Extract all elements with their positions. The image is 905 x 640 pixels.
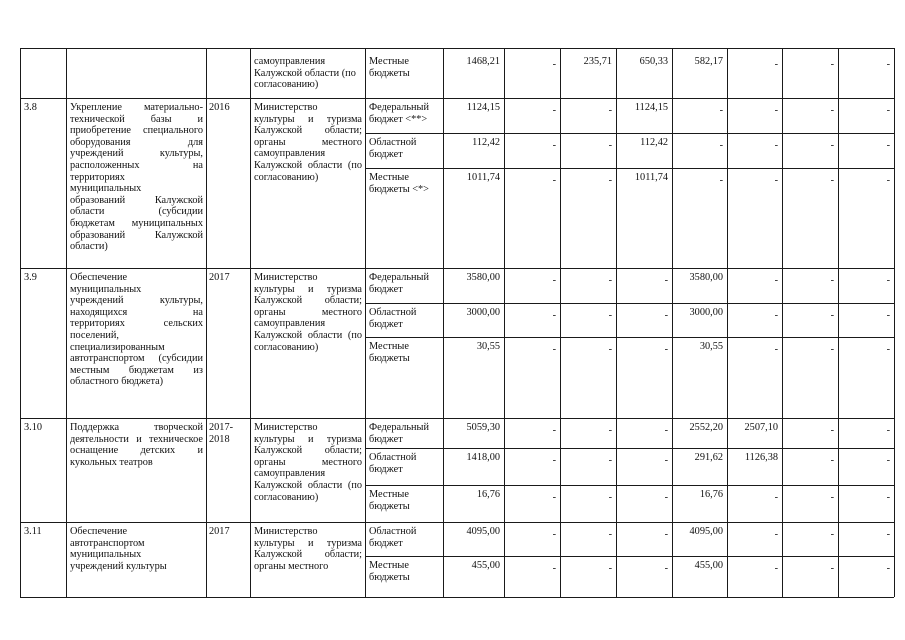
- measure-title: [70, 272, 203, 417]
- cell-text-line: культуры и туризма: [254, 283, 362, 295]
- empty-value-dash: -: [608, 310, 612, 321]
- table-rule-horizontal: [20, 48, 894, 49]
- budget-value: 112,42: [472, 137, 500, 148]
- empty-value-dash: -: [830, 492, 834, 503]
- budget-value: 4095,00: [466, 526, 500, 537]
- cell-text-line: Областной: [369, 307, 417, 318]
- budget-source: [369, 452, 441, 485]
- budget-value: 1011,74: [466, 172, 500, 183]
- cell-text-line: Калужской области;: [254, 125, 362, 137]
- cell-text-line: органы местного: [254, 560, 329, 572]
- table-rule-vertical: [894, 48, 895, 597]
- cell-text-line: образований Калужской: [70, 194, 203, 206]
- cell-text-line: самоуправления: [254, 56, 326, 67]
- budget-value: 30,55: [476, 341, 500, 352]
- empty-value-dash: -: [830, 425, 834, 436]
- empty-value-dash: -: [774, 492, 778, 503]
- cell-text-line: учреждений культуры: [70, 560, 167, 572]
- table-rule-horizontal: [365, 268, 894, 269]
- empty-value-dash: -: [886, 275, 890, 286]
- empty-value-dash: -: [774, 59, 778, 70]
- measure-years: [209, 422, 249, 448]
- budget-source: [369, 272, 441, 303]
- empty-value-dash: -: [774, 529, 778, 540]
- cell-text-line: Калужской области;: [254, 445, 362, 457]
- budget-value: 1468,21: [466, 56, 500, 67]
- cell-text-line: области (субсидии: [70, 206, 203, 218]
- cell-text-line: бюджетам муниципальных: [70, 217, 203, 229]
- table-rule-horizontal: [365, 98, 894, 99]
- cell-text-line: оснащение детских и: [70, 445, 203, 457]
- cell-text-line: Федеральный: [369, 422, 429, 433]
- cell-text-line: поселений,: [70, 329, 119, 341]
- table-rule-horizontal: [365, 597, 894, 598]
- table-rule-vertical: [66, 48, 67, 597]
- budget-value: 582,17: [694, 56, 723, 67]
- empty-value-dash: -: [552, 425, 556, 436]
- budget-value: 291,62: [694, 452, 723, 463]
- empty-value-dash: -: [886, 105, 890, 116]
- budget-value: 112,42: [640, 137, 668, 148]
- empty-value-dash: -: [664, 455, 668, 466]
- row-number: 3.11: [24, 526, 42, 537]
- budget-value: 3580,00: [466, 272, 500, 283]
- cell-text-line: Министерство: [254, 526, 318, 537]
- cell-text-line: бюджет: [369, 148, 403, 160]
- budget-value: 1124,15: [466, 102, 500, 113]
- cell-text-line: автотранспортом (субсидии: [70, 353, 203, 365]
- budget-value: 16,76: [699, 489, 723, 500]
- cell-text-line: бюджет: [369, 318, 403, 330]
- empty-value-dash: -: [552, 59, 556, 70]
- empty-value-dash: -: [608, 140, 612, 151]
- cell-text-line: муниципальных: [70, 549, 142, 561]
- budget-value: 30,55: [699, 341, 723, 352]
- empty-value-dash: -: [608, 529, 612, 540]
- cell-text-line: Поддержка творческой: [70, 422, 203, 433]
- cell-text-line: 2017-: [209, 422, 234, 433]
- empty-value-dash: -: [886, 59, 890, 70]
- budget-value: 1126,38: [744, 452, 778, 463]
- cell-text-line: культуры и туризма: [254, 433, 362, 445]
- measure-years: [209, 272, 249, 298]
- empty-value-dash: -: [830, 529, 834, 540]
- cell-text-line: Местные: [369, 560, 409, 571]
- table-rule-horizontal: [365, 556, 894, 557]
- budget-value: 5059,30: [466, 422, 500, 433]
- cell-text-line: территориях: [70, 171, 125, 183]
- cell-text-line: бюджет: [369, 283, 403, 295]
- cell-text-line: согласованию): [254, 171, 319, 183]
- cell-text-line: Калужской области (по: [254, 67, 356, 79]
- table-rule-vertical: [250, 48, 251, 597]
- cell-text-line: Обеспечение: [70, 272, 128, 283]
- executor-text: [254, 272, 362, 417]
- cell-text-line: Местные: [369, 489, 409, 500]
- measure-years: [209, 102, 249, 128]
- measure-years: [209, 526, 249, 552]
- cell-text-line: бюджеты: [369, 67, 410, 79]
- budget-value: 3000,00: [466, 307, 500, 318]
- executor-text: [254, 102, 362, 267]
- cell-text-line: Калужской области;: [254, 295, 362, 307]
- cell-text-line: согласованию): [254, 79, 319, 91]
- cell-text-line: бюджеты: [369, 500, 410, 512]
- budget-value: 650,33: [639, 56, 668, 67]
- row-number: 3.10: [24, 422, 43, 433]
- empty-value-dash: -: [830, 59, 834, 70]
- cell-text-line: Калужской области (по: [254, 479, 362, 491]
- empty-value-dash: -: [552, 175, 556, 186]
- empty-value-dash: -: [830, 563, 834, 574]
- empty-value-dash: -: [664, 529, 668, 540]
- table-rule-vertical: [672, 48, 673, 597]
- budget-value: 16,76: [476, 489, 500, 500]
- cell-text-line: органы местного: [254, 136, 362, 148]
- budget-value: 3000,00: [689, 307, 723, 318]
- cell-text-line: Министерство: [254, 102, 318, 113]
- cell-text-line: Федеральный: [369, 272, 429, 283]
- empty-value-dash: -: [830, 105, 834, 116]
- budget-source: [369, 526, 441, 556]
- measure-title: [70, 526, 203, 596]
- empty-value-dash: -: [608, 563, 612, 574]
- cell-text-line: культуры и туризма: [254, 113, 362, 125]
- budget-source: [369, 137, 441, 168]
- cell-text-line: учреждений культуры,: [70, 148, 203, 160]
- table-rule-vertical: [365, 48, 366, 597]
- cell-text-line: самоуправления: [254, 468, 326, 480]
- cell-text-line: муниципальных: [70, 183, 142, 195]
- empty-value-dash: -: [886, 344, 890, 355]
- cell-text-line: оборудования для: [70, 136, 203, 148]
- empty-value-dash: -: [664, 492, 668, 503]
- cell-text-line: Министерство: [254, 422, 318, 433]
- row-number: 3.8: [24, 102, 37, 113]
- cell-text-line: бюджеты: [369, 571, 410, 583]
- table-rule-horizontal: [365, 448, 894, 449]
- empty-value-dash: -: [552, 344, 556, 355]
- table-rule-horizontal: [365, 418, 894, 419]
- cell-text-line: органы местного: [254, 456, 362, 468]
- cell-text-line: области): [70, 241, 108, 253]
- cell-text-line: самоуправления: [254, 148, 326, 160]
- empty-value-dash: -: [886, 563, 890, 574]
- empty-value-dash: -: [664, 310, 668, 321]
- empty-value-dash: -: [664, 563, 668, 574]
- cell-text-line: бюджеты <*>: [369, 183, 429, 195]
- empty-value-dash: -: [774, 310, 778, 321]
- empty-value-dash: -: [774, 275, 778, 286]
- budget-source: [369, 422, 441, 448]
- row-number: 3.9: [24, 272, 37, 283]
- empty-value-dash: -: [830, 140, 834, 151]
- empty-value-dash: -: [552, 275, 556, 286]
- cell-text-line: бюджет: [369, 537, 403, 549]
- empty-value-dash: -: [552, 563, 556, 574]
- empty-value-dash: -: [830, 310, 834, 321]
- cell-text-line: 2016: [209, 102, 230, 113]
- cell-text-line: культуры и туризма: [254, 537, 362, 549]
- executor-text: [254, 56, 362, 101]
- budget-value: 235,71: [583, 56, 612, 67]
- executor-text: [254, 526, 362, 596]
- cell-text-line: деятельности и техническое: [70, 433, 203, 445]
- cell-text-line: Областной: [369, 452, 417, 463]
- cell-text-line: приобретение специального: [70, 125, 203, 137]
- empty-value-dash: -: [552, 492, 556, 503]
- cell-text-line: Областной: [369, 526, 417, 537]
- table-rule-horizontal: [365, 303, 894, 304]
- budget-value: 2507,10: [744, 422, 778, 433]
- empty-value-dash: -: [552, 529, 556, 540]
- budget-value: 4095,00: [689, 526, 723, 537]
- measure-title: [70, 422, 203, 521]
- cell-text-line: Калужской области (по: [254, 329, 362, 341]
- empty-value-dash: -: [664, 275, 668, 286]
- empty-value-dash: -: [774, 344, 778, 355]
- budget-value: 1418,00: [466, 452, 500, 463]
- empty-value-dash: -: [608, 175, 612, 186]
- empty-value-dash: -: [774, 175, 778, 186]
- cell-text-line: Областной: [369, 137, 417, 148]
- cell-text-line: бюджет: [369, 463, 403, 475]
- budget-value: 455,00: [471, 560, 500, 571]
- cell-text-line: бюджеты: [369, 352, 410, 364]
- table-rule-vertical: [443, 48, 444, 597]
- table-rule-vertical: [206, 48, 207, 597]
- empty-value-dash: -: [886, 455, 890, 466]
- budget-source: [369, 172, 441, 268]
- cell-text-line: органы местного: [254, 306, 362, 318]
- cell-text-line: технической базы и: [70, 113, 203, 125]
- cell-text-line: 2017: [209, 272, 230, 283]
- cell-text-line: находящихся на: [70, 306, 203, 318]
- cell-text-line: Министерство: [254, 272, 318, 283]
- budget-source: [369, 341, 441, 418]
- cell-text-line: бюджет <**>: [369, 113, 428, 125]
- budget-source: [369, 489, 441, 522]
- cell-text-line: Местные: [369, 341, 409, 352]
- cell-text-line: Калужской области;: [254, 549, 362, 561]
- empty-value-dash: -: [608, 275, 612, 286]
- empty-value-dash: -: [886, 175, 890, 186]
- empty-value-dash: -: [886, 492, 890, 503]
- cell-text-line: согласованию): [254, 491, 319, 503]
- executor-text: [254, 422, 362, 521]
- cell-text-line: Калужской области (по: [254, 159, 362, 171]
- budget-value: 3580,00: [689, 272, 723, 283]
- cell-text-line: кукольных театров: [70, 456, 153, 468]
- budget-value: 1124,15: [634, 102, 668, 113]
- cell-text-line: 2017: [209, 526, 230, 537]
- budget-source: [369, 560, 441, 597]
- empty-value-dash: -: [608, 425, 612, 436]
- empty-value-dash: -: [608, 344, 612, 355]
- empty-value-dash: -: [552, 455, 556, 466]
- empty-value-dash: -: [719, 175, 723, 186]
- cell-text-line: областного бюджета): [70, 376, 164, 388]
- cell-text-line: расположенных на: [70, 159, 203, 171]
- empty-value-dash: -: [830, 175, 834, 186]
- empty-value-dash: -: [774, 105, 778, 116]
- cell-text-line: образований Калужской: [70, 229, 203, 241]
- empty-value-dash: -: [830, 344, 834, 355]
- empty-value-dash: -: [608, 105, 612, 116]
- table-rule-horizontal: [365, 337, 894, 338]
- empty-value-dash: -: [774, 563, 778, 574]
- empty-value-dash: -: [664, 344, 668, 355]
- empty-value-dash: -: [608, 492, 612, 503]
- cell-text-line: местным бюджетам из: [70, 364, 203, 376]
- cell-text-line: территориях сельских: [70, 318, 203, 330]
- cell-text-line: самоуправления: [254, 318, 326, 330]
- empty-value-dash: -: [886, 310, 890, 321]
- budget-source: [369, 307, 441, 337]
- empty-value-dash: -: [774, 140, 778, 151]
- empty-value-dash: -: [830, 275, 834, 286]
- cell-text-line: 2018: [209, 433, 230, 445]
- empty-value-dash: -: [830, 455, 834, 466]
- budget-value: 455,00: [694, 560, 723, 571]
- budget-value: 2552,20: [689, 422, 723, 433]
- empty-value-dash: -: [552, 105, 556, 116]
- empty-value-dash: -: [719, 140, 723, 151]
- table-rule-horizontal: [365, 485, 894, 486]
- budget-value: 1011,74: [634, 172, 668, 183]
- budget-source: [369, 56, 441, 98]
- empty-value-dash: -: [886, 140, 890, 151]
- table-rule-vertical: [20, 48, 21, 597]
- table-rule-horizontal: [365, 168, 894, 169]
- cell-text-line: бюджет: [369, 433, 403, 445]
- cell-text-line: учреждений культуры,: [70, 295, 203, 307]
- cell-text-line: Местные: [369, 56, 409, 67]
- cell-text-line: Федеральный: [369, 102, 429, 113]
- cell-text-line: согласованию): [254, 341, 319, 353]
- cell-text-line: Местные: [369, 172, 409, 183]
- table-rule-horizontal: [365, 133, 894, 134]
- cell-text-line: специализированным: [70, 341, 165, 353]
- budget-source: [369, 102, 441, 133]
- cell-text-line: Обеспечение: [70, 526, 128, 537]
- cell-text-line: Укрепление материально-: [70, 102, 203, 113]
- empty-value-dash: -: [552, 310, 556, 321]
- empty-value-dash: -: [608, 455, 612, 466]
- measure-title: [70, 102, 203, 267]
- empty-value-dash: -: [719, 105, 723, 116]
- empty-value-dash: -: [552, 140, 556, 151]
- empty-value-dash: -: [886, 425, 890, 436]
- empty-value-dash: -: [664, 425, 668, 436]
- empty-value-dash: -: [886, 529, 890, 540]
- cell-text-line: автотранспортом: [70, 537, 145, 549]
- cell-text-line: муниципальных: [70, 283, 142, 295]
- table-rule-horizontal: [365, 522, 894, 523]
